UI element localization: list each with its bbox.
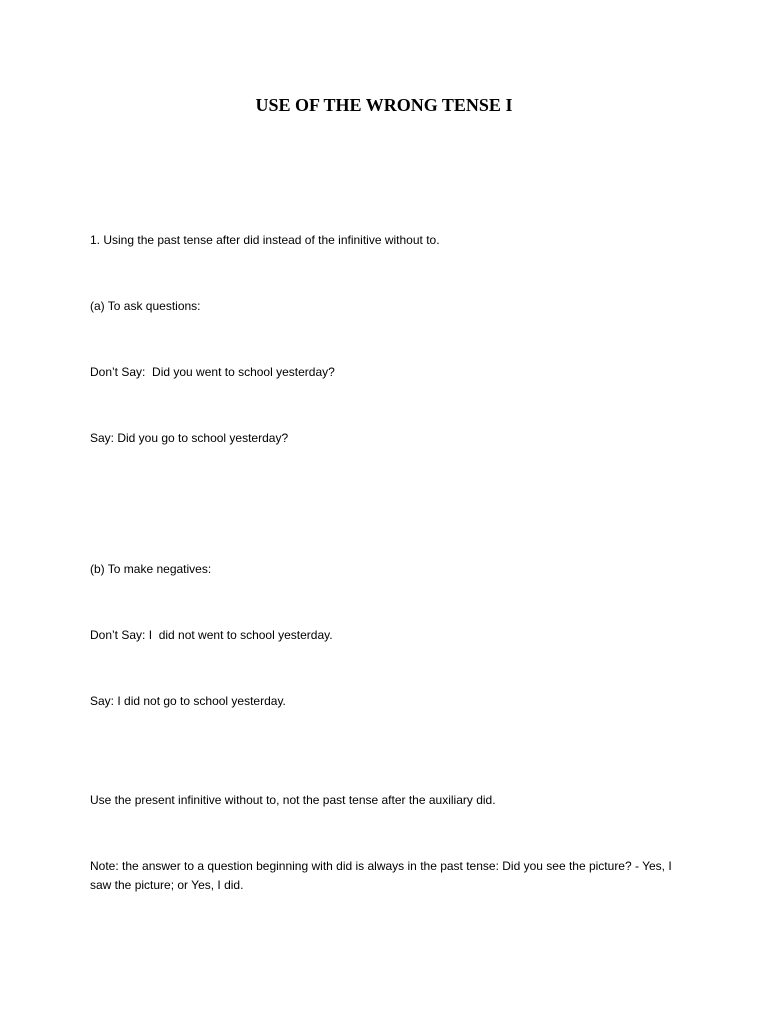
case-a-heading: (a) To ask questions: [90, 299, 201, 313]
usage-rule-text: Use the present infinitive without to, not the past tense after the auxiliary did. [90, 793, 496, 807]
case-b-say: Say: I did not go to school yesterday. [90, 694, 286, 708]
page-title: USE OF THE WRONG TENSE I [255, 95, 513, 115]
case-a-dont-say: Don’t Say: Did you went to school yesterday? [90, 365, 335, 379]
case-a-say: Say: Did you go to school yesterday? [90, 431, 289, 445]
rule-1-text: 1. Using the past tense after did instead of the infinitive without to. [90, 233, 440, 247]
note-text: Note: the answer to a question beginning with did is always in the past tense: Did you see the picture? - Yes, I saw the picture; or Yes, I did. [90, 859, 676, 892]
case-b-heading: (b) To make negatives: [90, 562, 212, 576]
case-b-dont-say: Don’t Say: I did not went to school yesterday. [90, 628, 333, 642]
